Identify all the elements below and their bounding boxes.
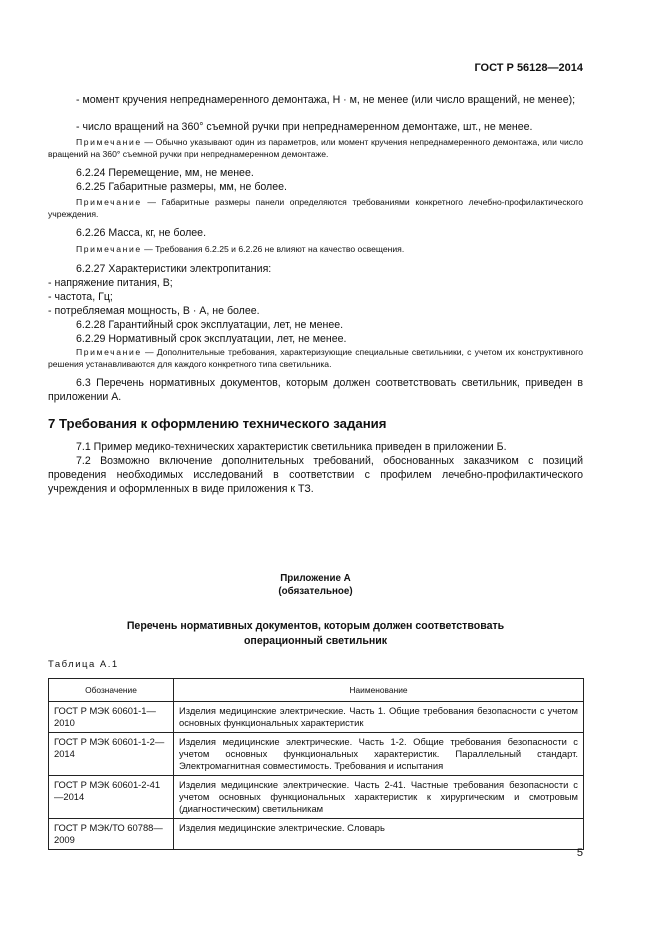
note-2 [48,197,583,220]
clause-6-2-28: 6.2.28 Гарантийный срок эксплуатации, лет, не менее. [76,319,344,331]
table-label: Таблица А.1 [48,659,119,670]
clause-6-2-26: 6.2.26 Масса, кг, не более. [76,227,207,239]
clause-6-2-25: 6.2.25 Габаритные размеры, мм, не более. [76,181,287,193]
clause-6-2-27-voltage: - напряжение питания, В; [48,277,173,289]
note-text: — Требования 6.2.25 и 6.2.26 не влияют на качество освещения. [141,244,405,254]
designation-cell: ГОСТ Р МЭК 60601-1—2010 [49,702,174,733]
section-7-title: 7 Требования к оформлению технического задания [48,416,387,431]
note-4 [48,347,583,370]
appendix-status: (обязательное) [278,586,353,597]
document-number-header: ГОСТ Р 56128—2014 [474,62,583,74]
clause-6-2-27-frequency: - частота, Гц; [48,291,113,303]
name-cell: Изделия медицинские электрические. Часть 1. Общие требования безопасности с учетом основных функциональных характеристик [174,702,584,733]
table-row [49,702,584,733]
designation-cell: ГОСТ Р МЭК/ТО 60788—2009 [49,819,174,850]
page-number: 5 [576,847,583,859]
table-row [49,733,584,776]
designation-cell: ГОСТ Р МЭК 60601-1-2—2014 [49,733,174,776]
note-text: — Габаритные размеры панели определяются требованиями конкретного лечебно-профилактического учреждения. [48,197,583,219]
appendix-title: Приложение А [280,573,351,584]
name-cell: Изделия медицинские электрические. Словарь [174,819,584,850]
note-label: Примечание [76,197,142,207]
column-header-designation: Обозначение [49,679,174,702]
note-1 [48,137,583,160]
appendix-heading-line-2: операционный светильник [243,635,388,647]
note-label: Примечание [76,347,142,357]
table-header-row [49,679,584,702]
clause-6-2-27: 6.2.27 Характеристики электропитания: [76,263,272,275]
name-cell: Изделия медицинские электрические. Часть 2-41. Частные требования безопасности с учетом основных функциональных характеристик к хирургическим и смотровым (диагностическим) светильникам [174,776,584,819]
paragraph-rotations: - число вращений на 360° съемной ручки при непреднамеренном демонтаже, шт., не менее. [76,121,533,133]
column-header-name: Наименование [174,679,584,702]
normative-documents-table [48,678,584,850]
appendix-heading-line-1: Перечень нормативных документов, которым должен соответствовать [126,620,505,632]
table-row [49,776,584,819]
clause-6-2-29: 6.2.29 Нормативный срок эксплуатации, лет, не менее. [76,333,347,345]
clause-7-2: 7.2 Возможно включение дополнительных требований, обоснованных заказчиком с позиций проведения необходимых исследований в соответствии с профилем лечебно-профилактического учреждения и оформленных в виде приложения к ТЗ. [48,455,583,495]
table-row [49,819,584,850]
note-text: — Обычно указывают один из параметров, или момент кручения непреднамеренного демонтажа, или число вращений на 360° съемной ручки при непреднамеренном демонтаже. [48,137,583,159]
name-cell: Изделия медицинские электрические. Часть 1-2. Общие требования безопасности с учетом основных функциональных характеристик. Параллельный стандарт. Электромагнитная совместимость. Требования и испытания [174,733,584,776]
note-text: — Дополнительные требования, характеризующие специальные светильники, с учетом их конструктивного решения устанавливаются для каждого конкретного типа светильника. [48,347,583,369]
designation-cell: ГОСТ Р МЭК 60601-2-41—2014 [49,776,174,819]
note-label: Примечание [76,244,142,254]
clause-6-2-27-power: - потребляемая мощность, В · А, не более. [48,305,260,317]
clause-6-3: 6.3 Перечень нормативных документов, которым должен соответствовать светильник, приведен в приложении А. [48,377,583,403]
clause-7-1: 7.1 Пример медико-технических характеристик светильника приведен в приложении Б. [76,441,507,453]
clause-6-2-24: 6.2.24 Перемещение, мм, не менее. [76,167,254,179]
note-3 [48,244,583,256]
note-label: Примечание [76,137,142,147]
paragraph-torque: - момент кручения непреднамеренного демонтажа, Н · м, не менее (или число вращений, не менее); [76,94,576,106]
